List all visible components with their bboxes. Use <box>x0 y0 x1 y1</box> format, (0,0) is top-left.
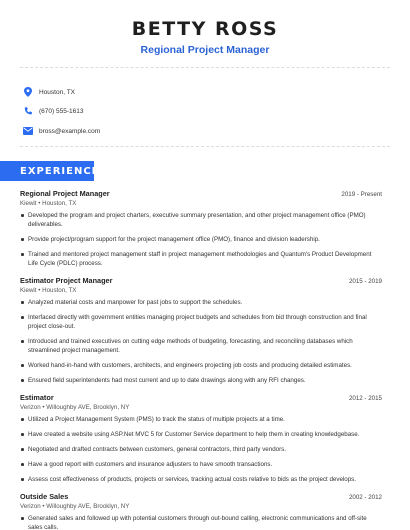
job-dates: 2002 - 2012 <box>348 494 382 501</box>
contact-list <box>20 82 100 141</box>
envelope-icon <box>21 124 35 138</box>
experience-heading-text: EXPERIENCE <box>20 165 100 177</box>
job-title: Regional Project Manager <box>20 189 110 198</box>
phone-icon <box>21 105 35 119</box>
job-title-headline: Regional Project Manager <box>140 44 270 56</box>
contact-location <box>20 82 100 102</box>
contact-email <box>20 121 100 141</box>
job-bullet: Analyzed material costs and manpower for past jobs to support the schedules. <box>20 298 382 307</box>
job-entry <box>20 189 382 268</box>
job-dates: 2019 - Present <box>341 191 382 198</box>
job-title: Outside Sales <box>20 492 69 501</box>
resume-header <box>0 0 410 57</box>
email-text: bross@example.com <box>39 127 101 135</box>
phone-text: (670) 555-1613 <box>39 108 84 115</box>
job-bullet: Negotiated and drafted contracts between customers, general contractors, third party vendors. <box>20 445 382 454</box>
location-text: Houston, TX <box>39 88 76 96</box>
candidate-name: BETTY ROSS <box>131 18 279 40</box>
job-company: Kiewit • Houston, TX <box>20 200 77 207</box>
job-title: Estimator <box>20 393 54 402</box>
job-bullet: Introduced and trained executives on cutting edge methods of budgeting, forecasting, and reconciling databases which streamlined project management. <box>20 337 382 355</box>
job-dates: 2015 - 2019 <box>348 278 382 285</box>
job-bullet: Developed the program and project charters, executive summary presentation, and other project management office (PMO) deliverables. <box>20 211 382 229</box>
job-bullet: Have created a website using ASP.Net MVC 5 for Customer Service department to help them in creating knowledgebase. <box>20 430 382 439</box>
job-bullet: Provide project/program support for the project management office (PMO), finance and division leadership. <box>20 235 382 244</box>
job-bullet: Generated sales and followed up with potential customers through out-bound calling, electronic communications and off-site sales calls. <box>20 514 382 530</box>
experience-section-heading <box>0 161 100 181</box>
contact-phone <box>20 102 100 122</box>
job-bullet: Worked hand-in-hand with customers, architects, and engineers projecting job costs and producing detailed estimates. <box>20 361 382 370</box>
job-entry <box>20 393 382 484</box>
job-bullet: Ensured field superintendents had most current and up to date drawings along with any RFI changes. <box>20 376 382 385</box>
job-entry <box>20 492 382 530</box>
job-bullet: Have a good report with customers and insurance adjusters to have smooth transactions. <box>20 460 382 469</box>
header-divider <box>20 67 390 68</box>
location-pin-icon <box>21 85 35 99</box>
job-bullet: Interfaced directly with government entities managing project budgets and schedules from bid through construction and final project close-out. <box>20 313 382 331</box>
experience-list <box>20 189 382 530</box>
job-bullet: Assess cost effectiveness of products, projects or services, tracking actual costs relative to bids as the project develops. <box>20 475 382 484</box>
job-company: Kiewit • Houston, TX <box>20 287 77 294</box>
job-company: Verizon • Willoughby AVE, Brooklyn, NY <box>20 503 130 510</box>
job-dates: 2012 - 2015 <box>348 395 382 402</box>
job-company: Verizon • Willoughby AVE, Brooklyn, NY <box>20 404 130 411</box>
job-bullet: Utilized a Project Management System (PMS) to track the status of multiple projects at a time. <box>20 415 382 424</box>
job-bullet: Trained and mentored project management staff in project management methodologies and Quantum's Product Development Life Cycle (PDLC) process. <box>20 250 382 268</box>
contact-divider <box>20 146 390 147</box>
job-title: Estimator Project Manager <box>20 276 113 285</box>
job-entry <box>20 276 382 385</box>
